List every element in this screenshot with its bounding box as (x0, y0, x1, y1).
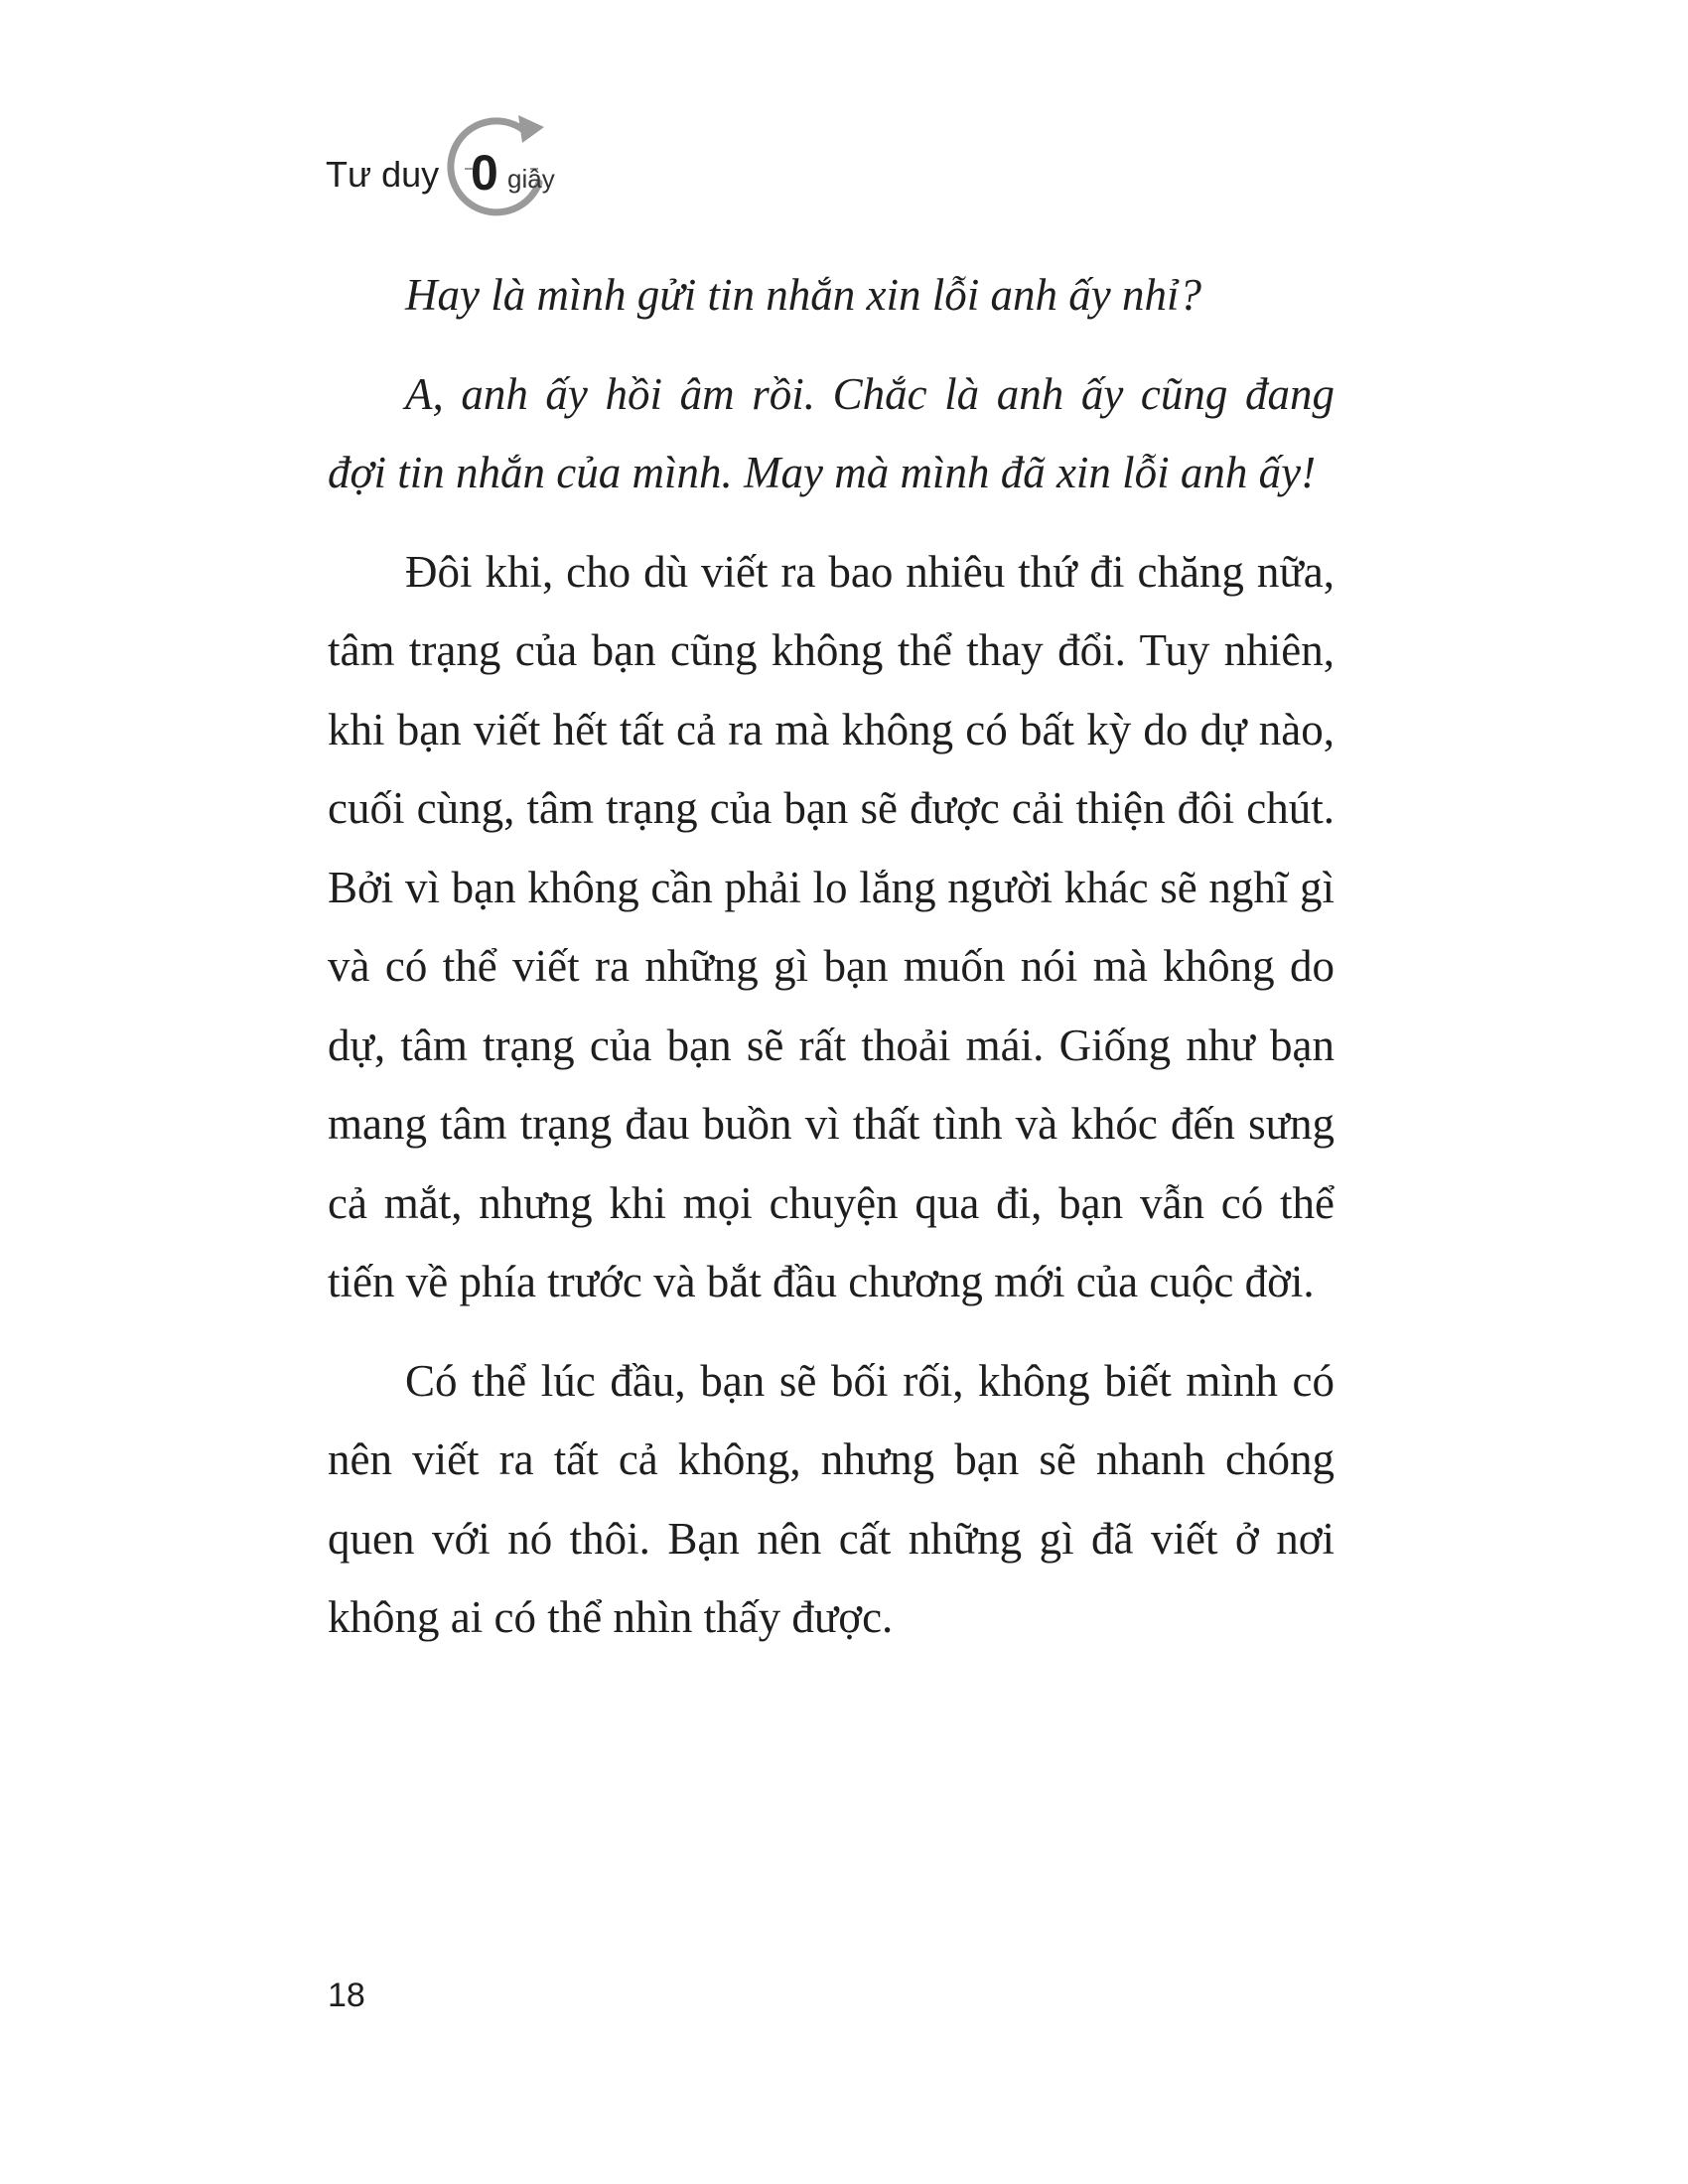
header-subtitle-word: giây (507, 164, 555, 194)
paragraph-3: Đôi khi, cho dù viết ra bao nhiêu thứ đi chăng nữa, tâm trạng của bạn cũng không thể thay đổi. Tuy nhiên, khi bạn viết hết tất cả ra mà không có bất kỳ do dự nào, cuối cùng, tâm trạng của bạn sẽ được cải thiện đôi chút. Bởi vì bạn không cần phải lo lắng người khác sẽ nghĩ gì và có thể viết ra những gì bạn muốn nói mà không do dự, tâm trạng của bạn sẽ rất thoải mái. Giống như bạn mang tâm trạng đau buồn vì thất tình và khóc đến sưng cả mắt, nhưng khi mọi chuyện qua đi, bạn vẫn có thể tiến về phía trước và bắt đầu chương mới của cuộc đời. (328, 546, 1335, 1306)
paragraph-1: Hay là mình gửi tin nhắn xin lỗi anh ấy nhỉ? (405, 270, 1201, 320)
page-body (328, 256, 1335, 1658)
logo-digit: 0 (471, 145, 498, 201)
running-header (326, 107, 643, 226)
header-title-word: Tư duy (326, 154, 440, 195)
page-number: 18 (328, 1977, 365, 2014)
paragraph-2: A, anh ấy hồi âm rồi. Chắc là anh ấy cũng đang đợi tin nhắn của mình. May mà mình đã xin lỗi anh ấy! (328, 368, 1335, 497)
paragraph-4: Có thể lúc đầu, bạn sẽ bối rối, không biết mình có nên viết ra tất cả không, nhưng bạn sẽ nhanh chóng quen với nó thôi. Bạn nên cất những gì đã viết ở nơi không ai có thể nhìn thấy được. (328, 1355, 1335, 1642)
